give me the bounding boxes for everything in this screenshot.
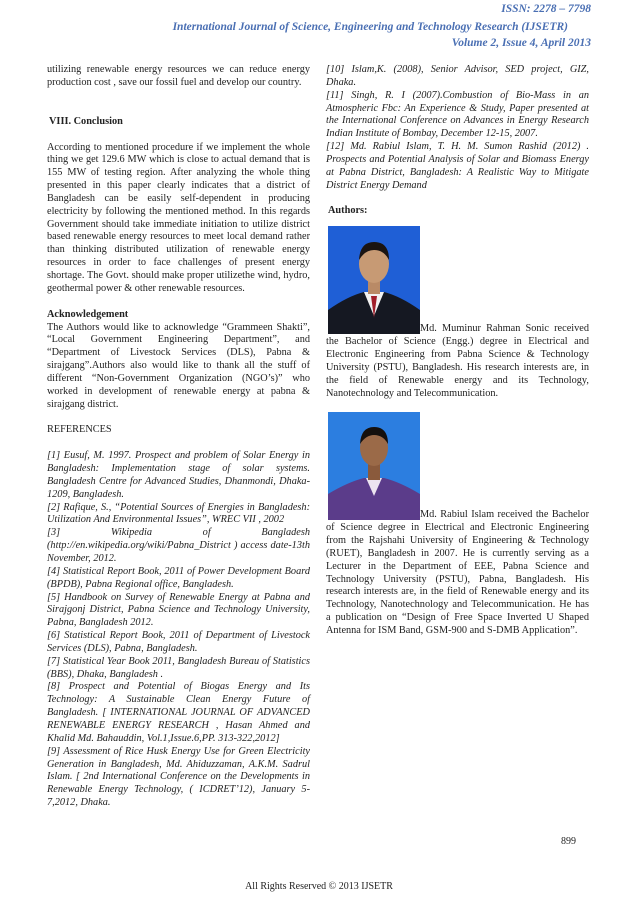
reference-item: [12] Md. Rabiul Islam, T. H. M. Sumon Rashid (2012) . Prospects and Potential Analysis of Solar and Biomass Energy at Pabna District, Bangladesh: A Realistic Way to Mitigate District Energy Demand — [326, 141, 589, 191]
reference-item: [6] Statistical Report Book, 2011 of Department of Livestock Services (DLS), Pabna, Bangladesh. — [47, 630, 310, 654]
journal-title-header: International Journal of Science, Engineering and Technology Research (IJSETR) — [172, 21, 568, 33]
copyright-footer: All Rights Reserved © 2013 IJSETR — [245, 881, 393, 892]
author2-bio: Md. Rabiul Islam received the Bachelor of Science degree in Electrical and Electronic Engineering from the Rajshahi University of Engineering & Technology (RUET), Bangladesh in 2007. He is currently serving as a Lecturer in the Department of EEE, Pabna Science and Technology University (PSTU), Pabna, Bangladesh. His research interests are, in the field of Renewable energy and its Technology, Nanotechnology and Telecommunication. He has a publication on “Design of Free Space Inverted U Shaped Antenna for ISM Band, GSM-900 and S-DMB Application”. — [326, 509, 589, 636]
reference-item: [10] Islam,K. (2008), Senior Advisor, SED project, GIZ, Dhaka. — [326, 64, 589, 88]
reference-item: [5] Handbook on Survey of Renewable Energy at Pabna and Sirajgonj District, Pabna Science and Technology University, Pabna, Bangladesh 2012. — [47, 591, 310, 629]
acknowledgement-heading: Acknowledgement — [47, 308, 129, 320]
author1-bio: Md. Muminur Rahman Sonic received the Bachelor of Science (Engg.) degree in Electrical and Electronic Engineering from Pabna Science & Technology University (PSTU), Bangladesh. His research interests are, in the field of Renewable energy and its Technology, Nanotechnology and Telecommunication. — [326, 323, 589, 399]
reference-item: [4] Statistical Report Book, 2011 of Power Development Board (BPDB), Pabna Regional office, Bangladesh. — [47, 565, 310, 590]
author1-photo — [328, 226, 420, 334]
reference-item: [2] Rafique, S., “Potential Sources of Energies in Bangladesh: Utilization And Environmental Issues”, WREC VII , 2002 — [47, 501, 310, 526]
intro-paragraph: utilizing renewable energy resources we can reduce energy production cost , save our fossil fuel and develop our country. — [47, 64, 310, 88]
conclusion-heading: VIII. Conclusion — [49, 115, 123, 127]
references-heading: REFERENCES — [47, 424, 112, 436]
right-column — [326, 64, 589, 638]
issn-header: ISSN: 2278 – 7798 — [501, 3, 591, 15]
reference-item: [3] Wikipedia of Bangladesh (http://en.wikipedia.org/wiki/Pabna_District ) access date-13th November, 2012. — [47, 527, 310, 564]
reference-item: [9] Assessment of Rice Husk Energy Use for Green Electricity Generation in Bangladesh, Md. Ahiduzzaman, A.K.M. Sadrul Islam. [ 2nd International Conference on the Developments in Renewable Energy Technology, ( ICDRET’12), January 5-7,2012, Dhaka. — [47, 745, 310, 809]
left-column — [47, 64, 310, 810]
reference-item: [8] Prospect and Potential of Biogas Energy and Its Technology: A Sustainable Clean Energy Future of Bangladesh. [ INTERNATIONAL JOURNAL OF ADVANCED RENEWABLE ENERGY RESEARCH , Hasan Ahmed and Khalid Md. Bahauddin, Vol.1,Issue.6,PP. 313-322,2012] — [47, 681, 310, 744]
conclusion-paragraph: According to mentioned procedure if we implement the whole thing we get 129.6 MW which is close to actual demand that is 155 MW of testing region. After analyzing the whole thing presented in this paper clearly indicates that a district of Bangladesh can be easily self-dependent in producing electricity by following the mentioned method. In this regards Government should take immediate initiation to utilize district based renewable energy resources to meet local demand rather than thinking distributed utilization of renewable energy resources in order to face challenges of present energy shortage. The Govt. should make proper utilizethe wind, hydro, geothermal power & other renewable resources. — [47, 141, 310, 294]
reference-item: [7] Statistical Year Book 2011, Bangladesh Bureau of Statistics (BBS), Dhaka, Bangladesh . — [47, 655, 310, 680]
volume-issue-header: Volume 2, Issue 4, April 2013 — [451, 37, 591, 49]
page-number: 899 — [561, 836, 576, 847]
authors-heading: Authors: — [328, 205, 368, 217]
reference-item: [11] Singh, R. I (2007).Combustion of Bio-Mass in an Atmospheric Fbc: An Experience & Study, Paper presented at the International Conference on Advances in Energy Research Indian Institute of Bombay, December 12-15, 2007. — [326, 89, 589, 140]
author2-photo — [328, 412, 420, 520]
reference-item: [1] Eusuf, M. 1997. Prospect and problem of Solar Energy in Bangladesh: Implementation stage of solar systems. Bangladesh Centre for Advanced Studies, Dhanmondi, Dhaka-1209, Bangladesh. — [47, 450, 310, 500]
acknowledgement-paragraph: The Authors would like to acknowledge “Grammeen Shakti”, “Local Government Engineering Department”, and “Department of Livestock Services (DLS), Pabna & sirajgang”.Authors also would like to thank all the stuff of different “Non-Government Organization (NGO’s)” who worked in development of renewable energy at pabna & sirajgang district. — [47, 321, 310, 410]
